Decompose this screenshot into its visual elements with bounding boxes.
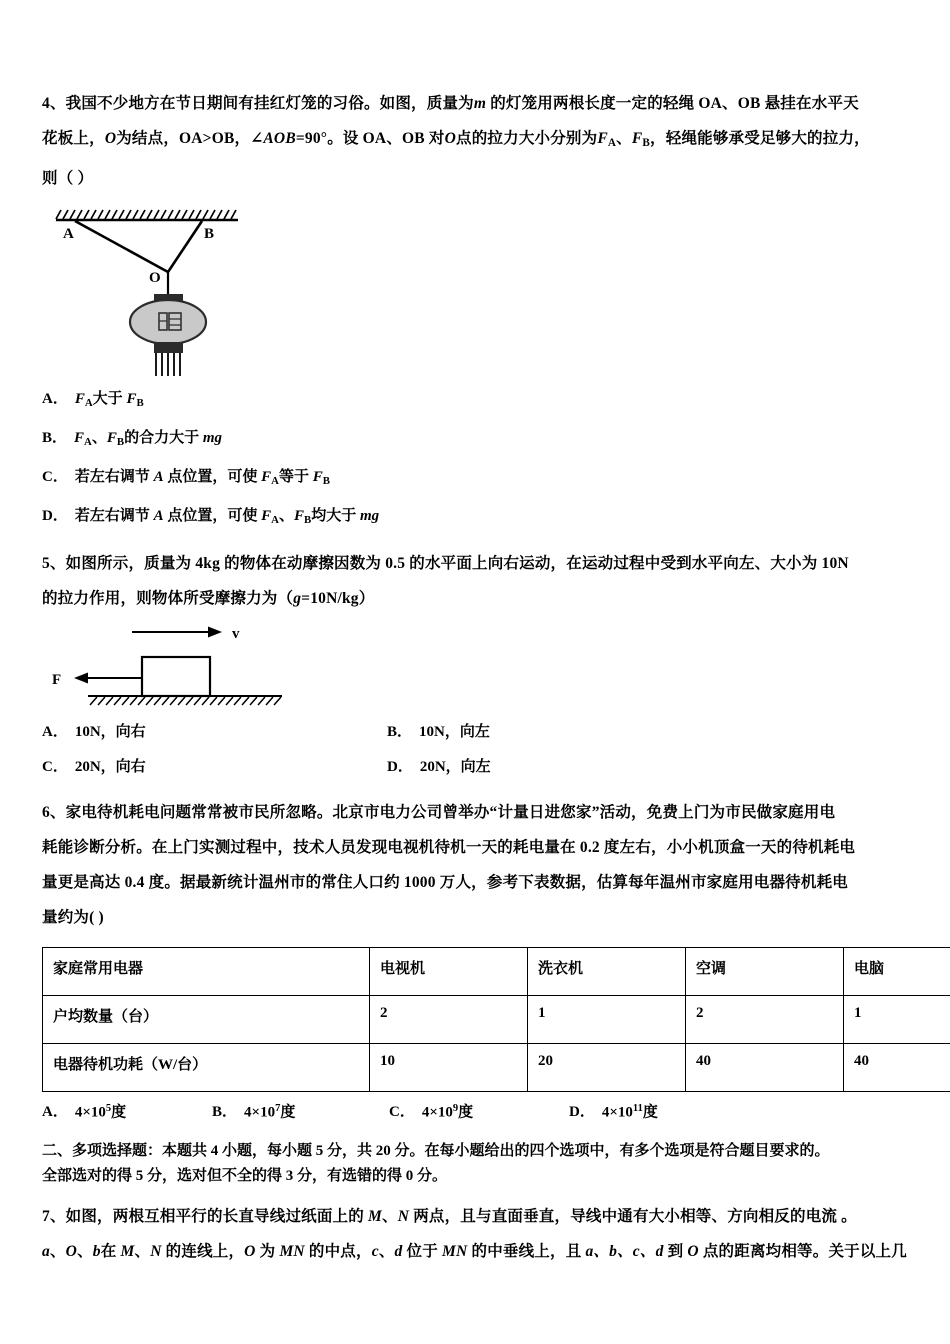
q4-opt-c-FB-sub: B [322, 475, 330, 488]
q6-option-c[interactable] [389, 1094, 569, 1127]
q7-s4: 、 [134, 1243, 151, 1261]
q6-option-b[interactable] [212, 1094, 389, 1127]
q7-s9: 位于 [402, 1243, 443, 1261]
q4-opt-c-A: A [153, 469, 164, 486]
q4-opt-c-t2: 点位置，可使 [163, 469, 262, 486]
q5-option-a-text: 10N，向右 [74, 724, 146, 741]
q5-option-d-label: D． [387, 759, 413, 776]
q4-option-b[interactable] [42, 421, 908, 460]
rope-OA [75, 221, 168, 272]
q7-s3: 在 [100, 1243, 121, 1261]
q7-point-d: d [394, 1243, 403, 1261]
q7-stem-line-1 [42, 1199, 908, 1234]
label-O: O [149, 270, 161, 287]
q7-text-1c: 两点，且与直面垂直，导线中通有大小相等、方向相反的电流 。 [409, 1208, 857, 1226]
q6-option-d-label: D． [569, 1104, 595, 1121]
q4-opt-d-FB: F [293, 508, 304, 525]
q7-s2: 、 [77, 1243, 93, 1261]
q5-figure-block [50, 620, 350, 715]
question-6 [42, 795, 908, 1127]
table-cell-count-computer: 1 [844, 996, 950, 1044]
q5-option-c[interactable] [42, 750, 387, 785]
q4-stem-text-2b: 为结点，OA>OB， [116, 130, 251, 147]
q5-option-a-label: A． [42, 724, 68, 741]
q4-force-FA: F [597, 130, 608, 147]
q7-s11: 到 [663, 1243, 688, 1261]
q4-stem-line-1 [42, 86, 908, 121]
q4-option-c-label: C． [42, 469, 68, 486]
q4-opt-d-FA: F [261, 508, 272, 525]
q5-option-d[interactable] [387, 750, 491, 785]
q7-s8: 、 [378, 1243, 395, 1261]
q4-force-FB-sub: B [642, 137, 651, 150]
q5-option-c-label: C． [42, 759, 68, 776]
q7-point-N2: N [150, 1243, 162, 1261]
table-cell-count-label: 户均数量（台） [43, 996, 370, 1044]
q6-option-c-label: C． [389, 1104, 415, 1121]
q4-stem-text-2d: 点的拉力大小分别为 [456, 130, 598, 147]
q7-s7: 的中点， [304, 1243, 372, 1261]
q5-stem-line-2 [42, 581, 908, 616]
q4-opt-d-mg: mg [359, 508, 380, 525]
q4-force-FA-sub: A [607, 137, 617, 150]
q5-stem-text-2a: 的拉力作用，则物体所受摩擦力为（ [42, 590, 294, 608]
q5-option-b-label: B． [387, 724, 413, 741]
table-cell-appliance-header: 家庭常用电器 [43, 948, 370, 996]
section-2-line-2: 全部选对的得 5 分，选对但不全的得 3 分，有选错的得 0 分。 [42, 1168, 448, 1185]
q6-option-a-coef: 4×10 [74, 1104, 106, 1121]
standby-power-table [42, 947, 950, 1092]
q7-s10: 的中垂线上，且 [467, 1243, 586, 1261]
q4-stem-text-2a: 花板上， [42, 130, 105, 147]
table-cell-count-ac: 2 [686, 996, 844, 1044]
table-cell-power-label: 电器待机功耗（W/台） [43, 1044, 370, 1092]
q7-point-b: b [92, 1243, 101, 1261]
q6-option-a[interactable] [42, 1094, 212, 1127]
q4-opt-a-text: 大于 [92, 391, 127, 408]
lantern-diagram-svg [42, 202, 302, 382]
q4-opt-b-FB: F [106, 430, 117, 447]
table-cell-ac-header: 空调 [686, 948, 844, 996]
q6-option-a-exp: 5 [105, 1103, 112, 1115]
q7-point-a: a [42, 1243, 50, 1261]
section-2-heading [42, 1139, 908, 1189]
q4-angle-aob: ∠AOB [250, 130, 296, 147]
q4-opt-c-FB: F [312, 469, 323, 486]
q7-point-M2: M [120, 1243, 135, 1261]
q7-point-M: M [368, 1208, 383, 1226]
question-5 [42, 546, 908, 785]
q7-s6: 为 [255, 1243, 280, 1261]
q4-opt-c-FA: F [261, 469, 272, 486]
q7-stem-line-2 [42, 1234, 908, 1269]
q6-option-b-unit: 度 [280, 1104, 296, 1121]
table-cell-power-computer: 40 [844, 1044, 950, 1092]
page-content [42, 86, 908, 1269]
q4-sep-1: 、 [616, 130, 632, 147]
block-diagram-svg [50, 620, 350, 715]
q4-option-a[interactable] [42, 382, 908, 421]
q6-option-c-unit: 度 [458, 1104, 474, 1121]
q7-point-c: c [371, 1243, 379, 1261]
q4-opt-d-A: A [153, 508, 164, 525]
q4-opt-b-FA: F [74, 430, 85, 447]
q6-option-b-coef: 4×10 [244, 1104, 276, 1121]
q7-s1: 、 [49, 1243, 66, 1261]
q7-s5: 的连线上， [161, 1243, 245, 1261]
table-cell-tv-header: 电视机 [370, 948, 528, 996]
q7-point-O3: O [687, 1243, 699, 1261]
table-row-power [43, 1044, 950, 1092]
table-row-count [43, 996, 950, 1044]
q4-opt-b-FB-sub: B [116, 436, 125, 449]
q5-stem-line-1: 5、如图所示，质量为 4kg 的物体在动摩擦因数为 0.5 的水平面上向右运动，在运动过程中受到水平向左、大小为 10N [42, 555, 849, 573]
label-F: F [52, 672, 62, 689]
q6-option-d-unit: 度 [642, 1104, 658, 1121]
q4-opt-b-FA-sub: A [84, 436, 92, 449]
q7-text-1a: 7、如图，两根互相平行的长直导线过纸面上的 [42, 1208, 369, 1226]
lantern-tassels [156, 353, 180, 376]
question-7 [42, 1199, 908, 1269]
q4-option-c[interactable] [42, 460, 908, 499]
q4-stem-line-2 [42, 121, 908, 161]
q6-stem-line-3: 量更是高达 0.4 度。据最新统计温州市的常住人口约 1000 万人，参考下表数据，估算每年温州市家庭用电器待机耗电 [42, 874, 848, 892]
q6-stem-line-1: 6、家电待机耗电问题常常被市民所忽略。北京市电力公司曾举办“计量日进您家”活动，免费上门为市民做家庭用电 [42, 804, 836, 822]
question-4 [42, 86, 908, 538]
q7-sep-1: 、 [382, 1208, 398, 1226]
q5-var-g: g [293, 590, 302, 608]
q5-option-d-text: 20N，向左 [419, 759, 491, 776]
q4-opt-a-FA: F [74, 391, 85, 408]
q4-opt-d-FA-sub: A [271, 514, 279, 527]
velocity-arrow-head [208, 627, 222, 638]
table-cell-washer-header: 洗衣机 [528, 948, 686, 996]
label-A: A [63, 226, 74, 243]
q6-option-d[interactable] [569, 1094, 658, 1127]
q4-opt-d-t2: 点位置，可使 [163, 508, 262, 525]
q4-opt-b-sep: 、 [91, 430, 107, 447]
q4-opt-c-t1: 若左右调节 [74, 469, 154, 486]
q6-options-row [42, 1094, 908, 1127]
q4-point-O-2: O [444, 130, 457, 147]
q4-opt-b-text: 的合力大于 [124, 430, 203, 447]
q4-stem-text-1a: 4、我国不少地方在节日期间有挂红灯笼的习俗。如图，质量为 [42, 95, 474, 112]
q4-option-a-label: A． [42, 391, 68, 408]
q4-option-b-label: B． [42, 430, 68, 447]
q4-opt-b-mg: mg [202, 430, 223, 447]
force-arrow-head [74, 673, 88, 684]
q6-option-b-exp: 7 [275, 1103, 281, 1115]
q5-option-b-text: 10N，向左 [419, 724, 490, 741]
q4-opt-a-FB-sub: B [136, 397, 144, 410]
q7-points-abcd: a、b、c、d [585, 1243, 664, 1261]
q4-opt-d-t3: 、 [278, 508, 294, 525]
q7-point-N: N [397, 1208, 410, 1226]
q4-opt-d-FB-sub: B [304, 514, 312, 527]
q6-option-d-exp: 11 [632, 1103, 643, 1115]
q6-option-a-unit: 度 [111, 1104, 127, 1121]
q7-s12: 点的距离均相等。关于以上几 [698, 1243, 907, 1261]
q6-stem-line-4: 量约为( ) [42, 909, 104, 927]
lantern-bottom-cap [154, 342, 183, 353]
table-row-header [43, 948, 950, 996]
q5-options-row-1 [42, 715, 908, 750]
label-v: v [232, 626, 240, 643]
ceiling-hatching [56, 210, 236, 219]
lantern-body [130, 300, 206, 344]
q4-opt-d-t4: 均大于 [311, 508, 360, 525]
q4-opt-c-FA-sub: A [271, 475, 279, 488]
q4-opt-a-FB: F [126, 391, 137, 408]
q4-opt-c-t3: 等于 [278, 469, 313, 486]
q5-option-b[interactable] [387, 715, 490, 750]
table-cell-computer-header: 电脑 [844, 948, 950, 996]
q7-point-O2: O [244, 1243, 256, 1261]
table-cell-power-washer: 20 [528, 1044, 686, 1092]
table-cell-count-tv: 2 [370, 996, 528, 1044]
q7-segment-MN: MN [279, 1243, 305, 1261]
table-cell-power-ac: 40 [686, 1044, 844, 1092]
q6-option-c-coef: 4×10 [421, 1104, 453, 1121]
q6-option-d-coef: 4×10 [601, 1104, 633, 1121]
table-cell-count-washer: 1 [528, 996, 686, 1044]
ground-hatching [90, 697, 281, 705]
q6-option-a-label: A． [42, 1104, 68, 1121]
q6-option-c-exp: 9 [452, 1103, 459, 1115]
q4-figure-lantern [42, 202, 302, 382]
q4-opt-a-FA-sub: A [84, 397, 93, 410]
q4-stem-text-2c: =90°。设 OA、OB 对 [295, 130, 445, 147]
rope-OB [168, 221, 202, 272]
section-2-line-1: 二、多项选择题：本题共 4 小题，每小题 5 分，共 20 分。在每小题给出的四个选项中，有多个选项是符合题目要求的。 [42, 1143, 830, 1160]
q5-options-row-2 [42, 750, 908, 785]
q4-stem-text-2e: ，轻绳能够承受足够大的拉力， [650, 130, 870, 147]
q5-option-a[interactable] [42, 715, 387, 750]
q6-stem-line-2: 耗能诊断分析。在上门实测过程中，技术人员发现电视机待机一天的耗电量在 0.2 度左右，小小机顶盒一天的待机耗电 [42, 839, 856, 857]
label-B: B [204, 226, 215, 243]
q4-var-m: m [473, 95, 487, 112]
q5-option-c-text: 20N，向右 [74, 759, 146, 776]
q7-point-O: O [65, 1243, 78, 1261]
q4-stem-line-3: 则（ ） [42, 170, 94, 188]
q4-point-O: O [104, 130, 117, 147]
q4-stem-text-1b: 的灯笼用两根长度一定的轻绳 OA、OB 悬挂在水平天 [490, 95, 859, 112]
q5-stem-text-2b: =10N/kg） [301, 590, 375, 608]
block-rect [142, 657, 210, 696]
q4-opt-d-t1: 若左右调节 [74, 508, 154, 525]
q4-force-FB: F [631, 130, 643, 147]
table-cell-power-tv: 10 [370, 1044, 528, 1092]
q4-option-d[interactable] [42, 499, 908, 538]
q7-segment-MN2: MN [442, 1243, 468, 1261]
q4-option-d-label: D． [42, 508, 68, 525]
q6-option-b-label: B． [212, 1104, 238, 1121]
